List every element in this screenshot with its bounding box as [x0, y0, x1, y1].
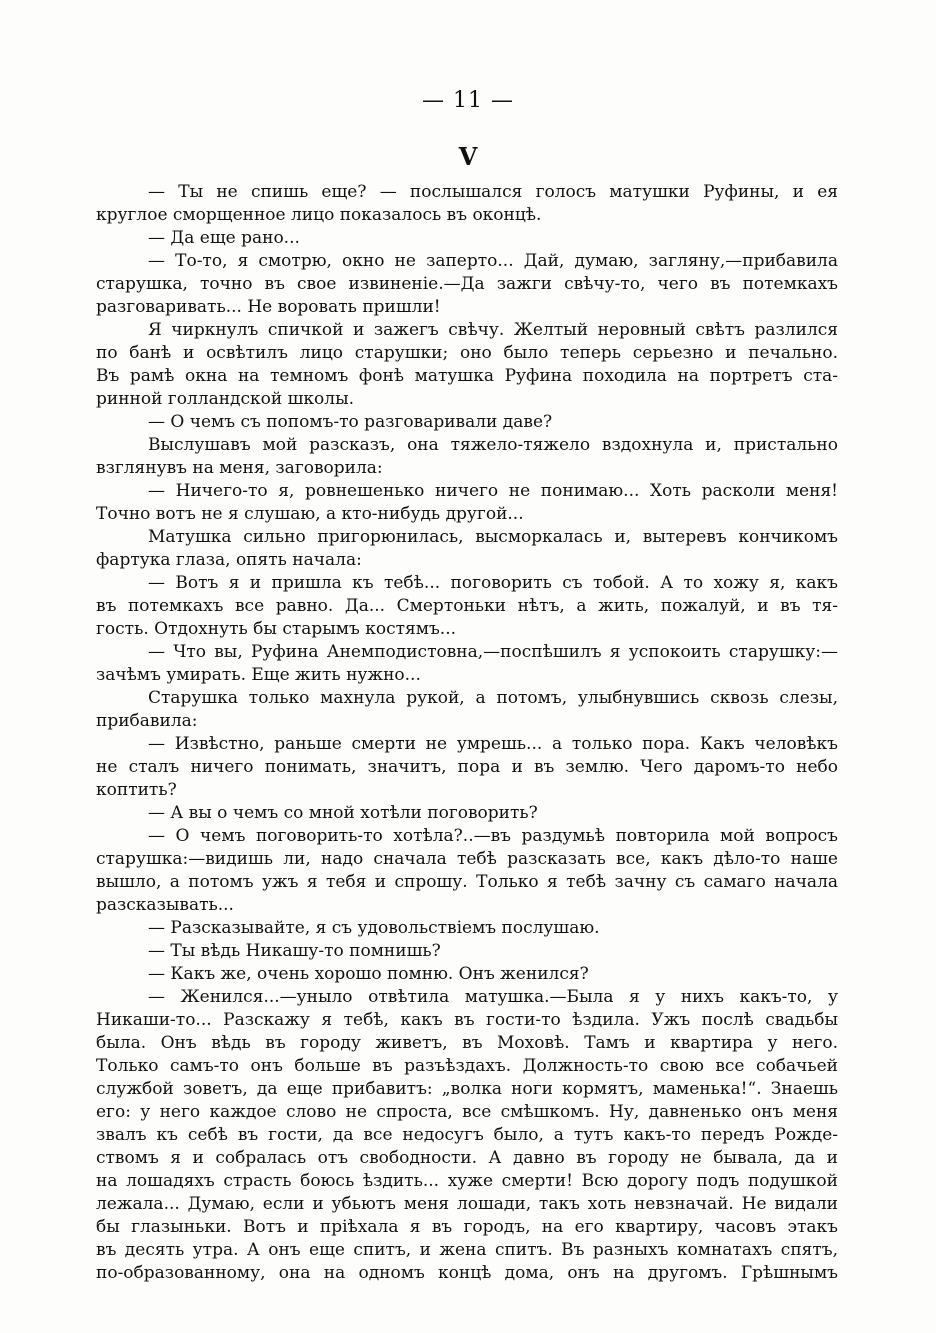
text-line: разговаривать... Не воровать пришли! [96, 297, 441, 317]
text-line: — То-то, я смотрю, окно не заперто... Дай, думаю, загляну,—прибавила [148, 251, 838, 271]
text-line: — О чемъ съ попомъ-то разговаривали даве? [148, 412, 553, 432]
text-line: — А вы о чемъ со мной хотѣли поговорить? [148, 803, 538, 823]
page-number: — 11 — [422, 88, 514, 113]
text-line: — Разсказывайте, я съ удовольствіемъ послушаю. [148, 918, 600, 938]
body-text [96, 181, 838, 1285]
text-line: старушка, точно въ свое извиненіе.—Да зажги свѣчу-то, чего въ потемкахъ [96, 274, 838, 294]
text-line: — Извѣстно, раньше смерти не умрешь... а только пора. Какъ человѣкъ [148, 734, 838, 754]
text-line: его: у него каждое слово не спроста, все смѣшкомъ. Ну, давненько онъ меня [96, 1102, 838, 1122]
text-line: на лошадяхъ страсть боюсь ѣздить... хуже смерти! Всю дорогу подъ подушкой [96, 1171, 838, 1191]
text-line: — Вотъ я и пришла къ тебѣ... поговорить съ тобой. А то хожу я, какъ [148, 573, 838, 593]
text-line: звалъ къ себѣ въ гости, да все недосугъ было, а тутъ какъ-то передъ Рожде- [96, 1125, 838, 1145]
text-line: вышло, а потомъ ужъ я тебя и спрошу. Только я тебѣ зачну съ самаго начала [96, 872, 838, 892]
text-line: въ потемкахъ все равно. Да... Смертоньки нѣтъ, а жить, пожалуй, и въ тя- [96, 596, 838, 616]
text-line: ствомъ я и собралась отъ свободности. А давно въ городу не бывала, да и [96, 1148, 838, 1168]
text-line: прибавила: [96, 711, 198, 731]
text-line: Въ рамѣ окна на темномъ фонѣ матушка Руфина походила на портретъ ста- [96, 366, 838, 386]
text-line: Выслушавъ мой разсказъ, она тяжело-тяжело вздохнула и, пристально [148, 435, 838, 455]
text-line: взглянувъ на меня, заговорила: [96, 458, 383, 478]
text-line: — Какъ же, очень хорошо помню. Онъ женился? [148, 964, 589, 984]
text-line: по банѣ и освѣтилъ лицо старушки; оно было теперь серьезно и печально. [96, 343, 838, 363]
text-line: коптить? [96, 780, 177, 800]
text-line: службой зоветъ, да еще прибавитъ: „волка ноги кормятъ, маменька!“. Знаешь [96, 1079, 838, 1099]
text-line: — Женился...—уныло отвѣтила матушка.—Была я у нихъ какъ-то, у [148, 987, 838, 1007]
text-line: разсказывать... [96, 895, 234, 915]
chapter-heading: V [458, 142, 478, 171]
text-line: Никаши-то... Разскажу я тебѣ, какъ въ гости-то ѣздила. Ужъ послѣ свадьбы [96, 1010, 838, 1030]
text-line: не сталъ ничего понимать, значитъ, пора и въ землю. Чего даромъ-то небо [96, 757, 838, 777]
text-line: зачѣмъ умирать. Еще жить нужно... [96, 665, 421, 685]
text-line: — Ничего-то я, ровнешенько ничего не понимаю... Хоть расколи меня! [148, 481, 838, 501]
text-line: Старушка только махнула рукой, а потомъ, улыбнувшись сквозь слезы, [148, 688, 838, 708]
text-line: старушка:—видишь ли, надо сначала тебѣ разсказать все, какъ дѣло-то наше [96, 849, 838, 869]
text-line: ринной голландской школы. [96, 389, 355, 409]
text-line: Я чиркнулъ спичкой и зажегъ свѣчу. Желтый неровный свѣтъ разлился [148, 320, 838, 340]
text-line: — Ты вѣдь Никашу-то помнишь? [148, 941, 441, 961]
text-line: была. Онъ вѣдь въ городу живетъ, въ Моховѣ. Тамъ и квартира у него. [96, 1033, 838, 1053]
text-line: въ десять утра. А онъ еще спитъ, и жена спитъ. Въ разныхъ комнатахъ спятъ, [96, 1240, 838, 1260]
text-line: бы глазыньки. Вотъ и пріѣхала я въ городъ, на его квартиру, часовъ этакъ [96, 1217, 838, 1237]
text-line: Точно вотъ не я слушаю, а кто-нибудь другой... [96, 504, 524, 524]
text-line: лежала... Думаю, если и убьютъ меня лошади, такъ хоть невзначай. Не видали [96, 1194, 838, 1214]
text-line: — Да еще рано... [148, 228, 300, 248]
text-line: гость. Отдохнуть бы старымъ костямъ... [96, 619, 457, 639]
text-line: — О чемъ поговорить-то хотѣла?..—въ раздумьѣ повторила мой вопросъ [148, 826, 838, 846]
text-line: Матушка сильно пригорюнилась, высморкалась и, вытеревъ кончикомъ [148, 527, 838, 547]
text-line: Только самъ-то онъ больше въ разъѣздахъ. Должность-то свою все собачьей [96, 1056, 838, 1076]
text-line: — Ты не спишь еще? — послышался голосъ матушки Руфины, и ея [148, 182, 838, 202]
text-line: по-образованному, она на одномъ концѣ дома, онъ на другомъ. Грѣшнымъ [96, 1263, 838, 1283]
text-line: круглое сморщенное лицо показалось въ оконцѣ. [96, 205, 542, 225]
text-line: фартука глаза, опять начала: [96, 550, 362, 570]
text-line: — Что вы, Руфина Анемподистовна,—поспѣшилъ я успокоить старушку:— [148, 642, 838, 662]
